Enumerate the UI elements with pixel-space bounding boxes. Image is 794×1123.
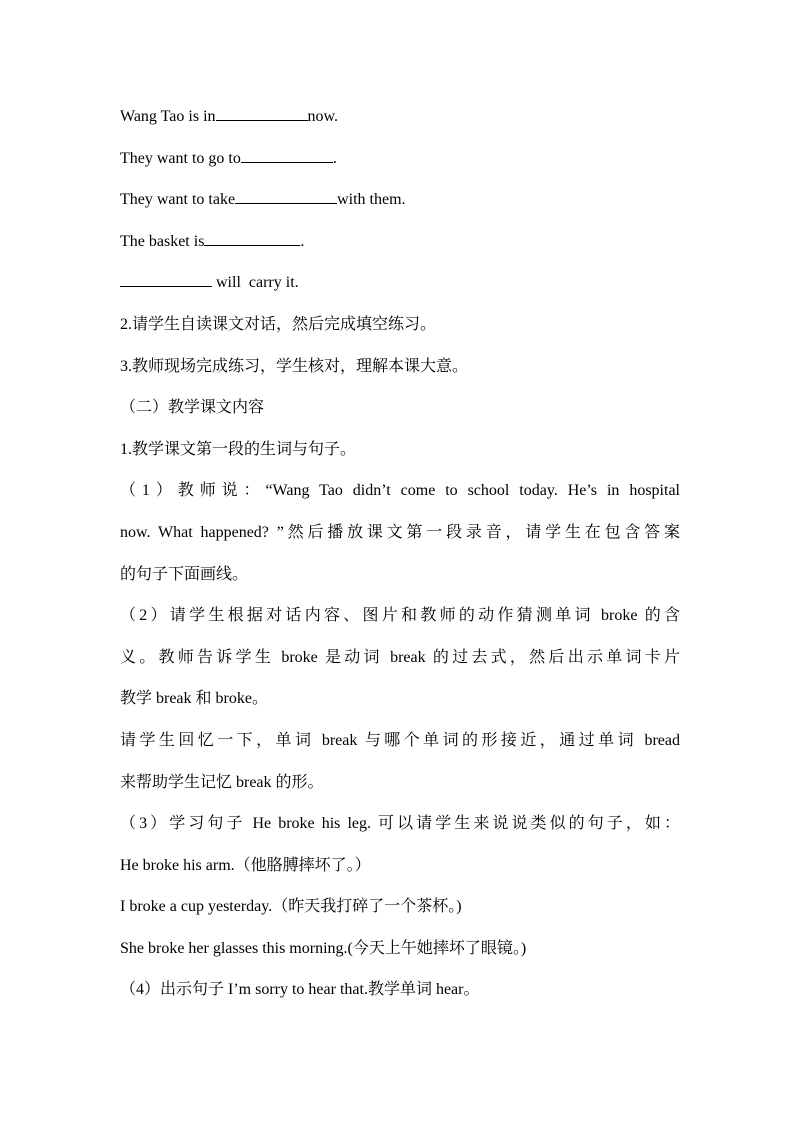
step-2: 2.请学生自读课文对话，然后完成填空练习。 [120, 315, 437, 333]
example-sentence-1: He broke his arm.（他胳膊摔坏了。） [120, 856, 371, 874]
paragraph-5: （3）学习句子 He broke his leg. 可以请学生来说说类似的句子，如： [120, 815, 680, 833]
fill-in-line-5 [120, 262, 680, 304]
fill-in-line-3 [120, 179, 680, 221]
paragraph-3-line-2: 义。教师告诉学生 broke 是动词 break 的过去式，然后出示单词卡片 [120, 648, 680, 666]
answer-blank [204, 231, 300, 246]
fill-in-text: . [300, 232, 305, 250]
fill-in-line-2 [120, 138, 680, 180]
fill-in-text: with them. [337, 191, 406, 209]
paragraph-4-line-2: 来帮助学生记忆 break 的形。 [120, 773, 324, 791]
answer-blank [120, 272, 212, 287]
paragraph-3-line-3: 教学 break 和 broke。 [120, 690, 268, 708]
fill-in-text: They want to take [120, 191, 236, 209]
fill-in-text: The basket is [120, 232, 205, 250]
section-heading: （二）教学课文内容 [120, 399, 265, 417]
answer-blank [235, 189, 337, 204]
fill-in-line-4 [120, 221, 680, 263]
paragraph-2-line-2: now. What happened? ”然后播放课文第一段录音，请学生在包含答案 [120, 523, 680, 541]
paragraph-2-line-1: （1）教师说：“Wang Tao didn’t come to school today. He’s in hospital [120, 482, 680, 500]
paragraph-6: （4）出示句子 I’m sorry to hear that.教学单词 hear。 [120, 981, 480, 999]
step-3: 3.教师现场完成练习，学生核对，理解本课大意。 [120, 357, 469, 375]
paragraph-3-line-1: （2）请学生根据对话内容、图片和教师的动作猜测单词 broke 的含 [120, 607, 680, 625]
fill-in-text: . [332, 149, 337, 167]
fill-in-text: They want to go to [120, 149, 241, 167]
fill-in-text: will carry it. [212, 274, 299, 292]
answer-blank [216, 106, 308, 121]
paragraph-4-line-1: 请学生回忆一下，单词 break 与哪个单词的形接近，通过单词 bread [120, 731, 680, 749]
paragraph-1: 1.教学课文第一段的生词与句子。 [120, 440, 357, 458]
paragraph-2-line-3: 的句子下面画线。 [120, 565, 249, 583]
fill-in-text: Wang Tao is in [120, 108, 216, 125]
example-sentence-3: She broke her glasses this morning.(今天上午她摔坏了眼镜。) [120, 939, 527, 957]
answer-blank [241, 148, 333, 163]
fill-in-text: now. [307, 108, 339, 125]
fill-in-line-1 [120, 96, 680, 138]
example-sentence-2: I broke a cup yesterday.（昨天我打碎了一个茶杯。) [120, 898, 462, 916]
document-body [120, 96, 680, 1011]
